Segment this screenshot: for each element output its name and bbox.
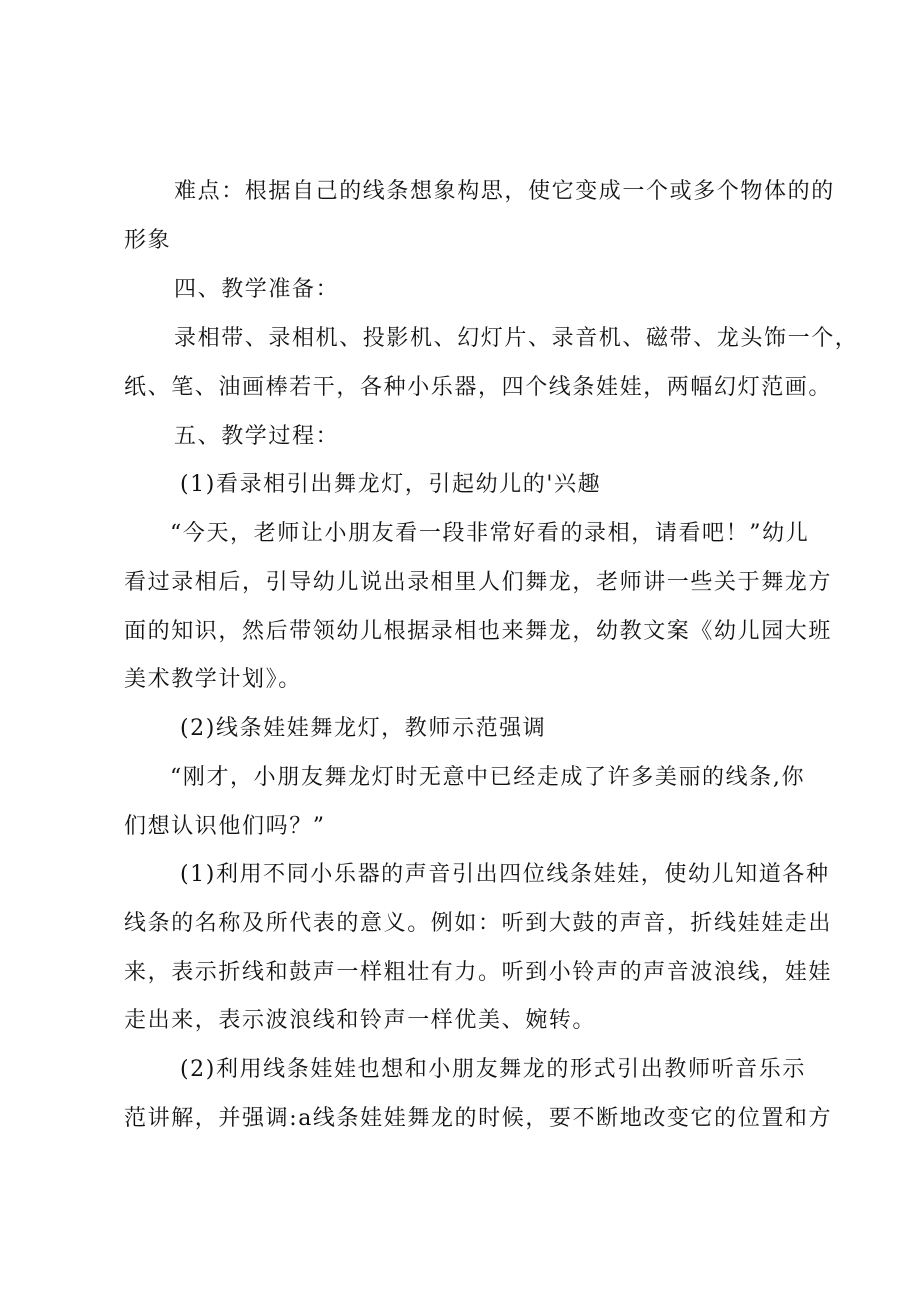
section-heading: 五、教学过程： [174,424,340,449]
text-line: 难点：根据自己的线条想象构思，使它变成一个或多个物体的的 [174,179,835,204]
text-line: 面的知识，然后带领幼儿根据录相也来舞龙，幼教文案《幼儿园大班 [124,619,833,644]
text-line: 来，表示折线和鼓声一样粗壮有力。听到小铃声的声音波浪线，娃娃 [124,960,833,985]
subheading: (2)线条娃娃舞龙灯，教师示范强调 [180,716,547,741]
text-line: 美术教学计划》。 [124,667,302,692]
subheading: (1)看录相引出舞龙灯，引起幼儿的'兴趣 [180,472,602,497]
text-line: 范讲解，并强调:a线条娃娃舞龙的时候，要不断地改变它的位置和方 [124,1106,833,1131]
text-line: 看过录相后，引导幼儿说出录相里人们舞龙，老师讲一些关于舞龙方 [124,570,833,595]
text-line: 录相带、录相机、投影机、幻灯片、录音机、磁带、龙头饰一个， [174,326,859,351]
section-heading: 四、教学准备： [174,277,340,302]
text-line: “刚才，小朋友舞龙灯时无意中已经走成了许多美丽的线条,你 [170,765,806,790]
text-line: “今天，老师让小朋友看一段非常好看的录相，请看吧！”幼儿 [170,521,810,546]
text-line: (1)利用不同小乐器的声音引出四位线条娃娃，使幼儿知道各种 [180,862,830,887]
text-line: 走出来，表示波浪线和铃声一样优美、婉转。 [124,1008,597,1033]
text-line: 线条的名称及所代表的意义。例如：听到大鼓的声音，折线娃娃走出 [124,911,833,936]
text-line: 们想认识他们吗？” [124,814,326,839]
text-line: (2)利用线条娃娃也想和小朋友舞龙的形式引出教师听音乐示 [180,1057,806,1082]
text-line: 纸、笔、油画棒若干，各种小乐器，四个线条娃娃，两幅幻灯范画。 [124,375,833,400]
text-line: 形象 [124,228,172,253]
